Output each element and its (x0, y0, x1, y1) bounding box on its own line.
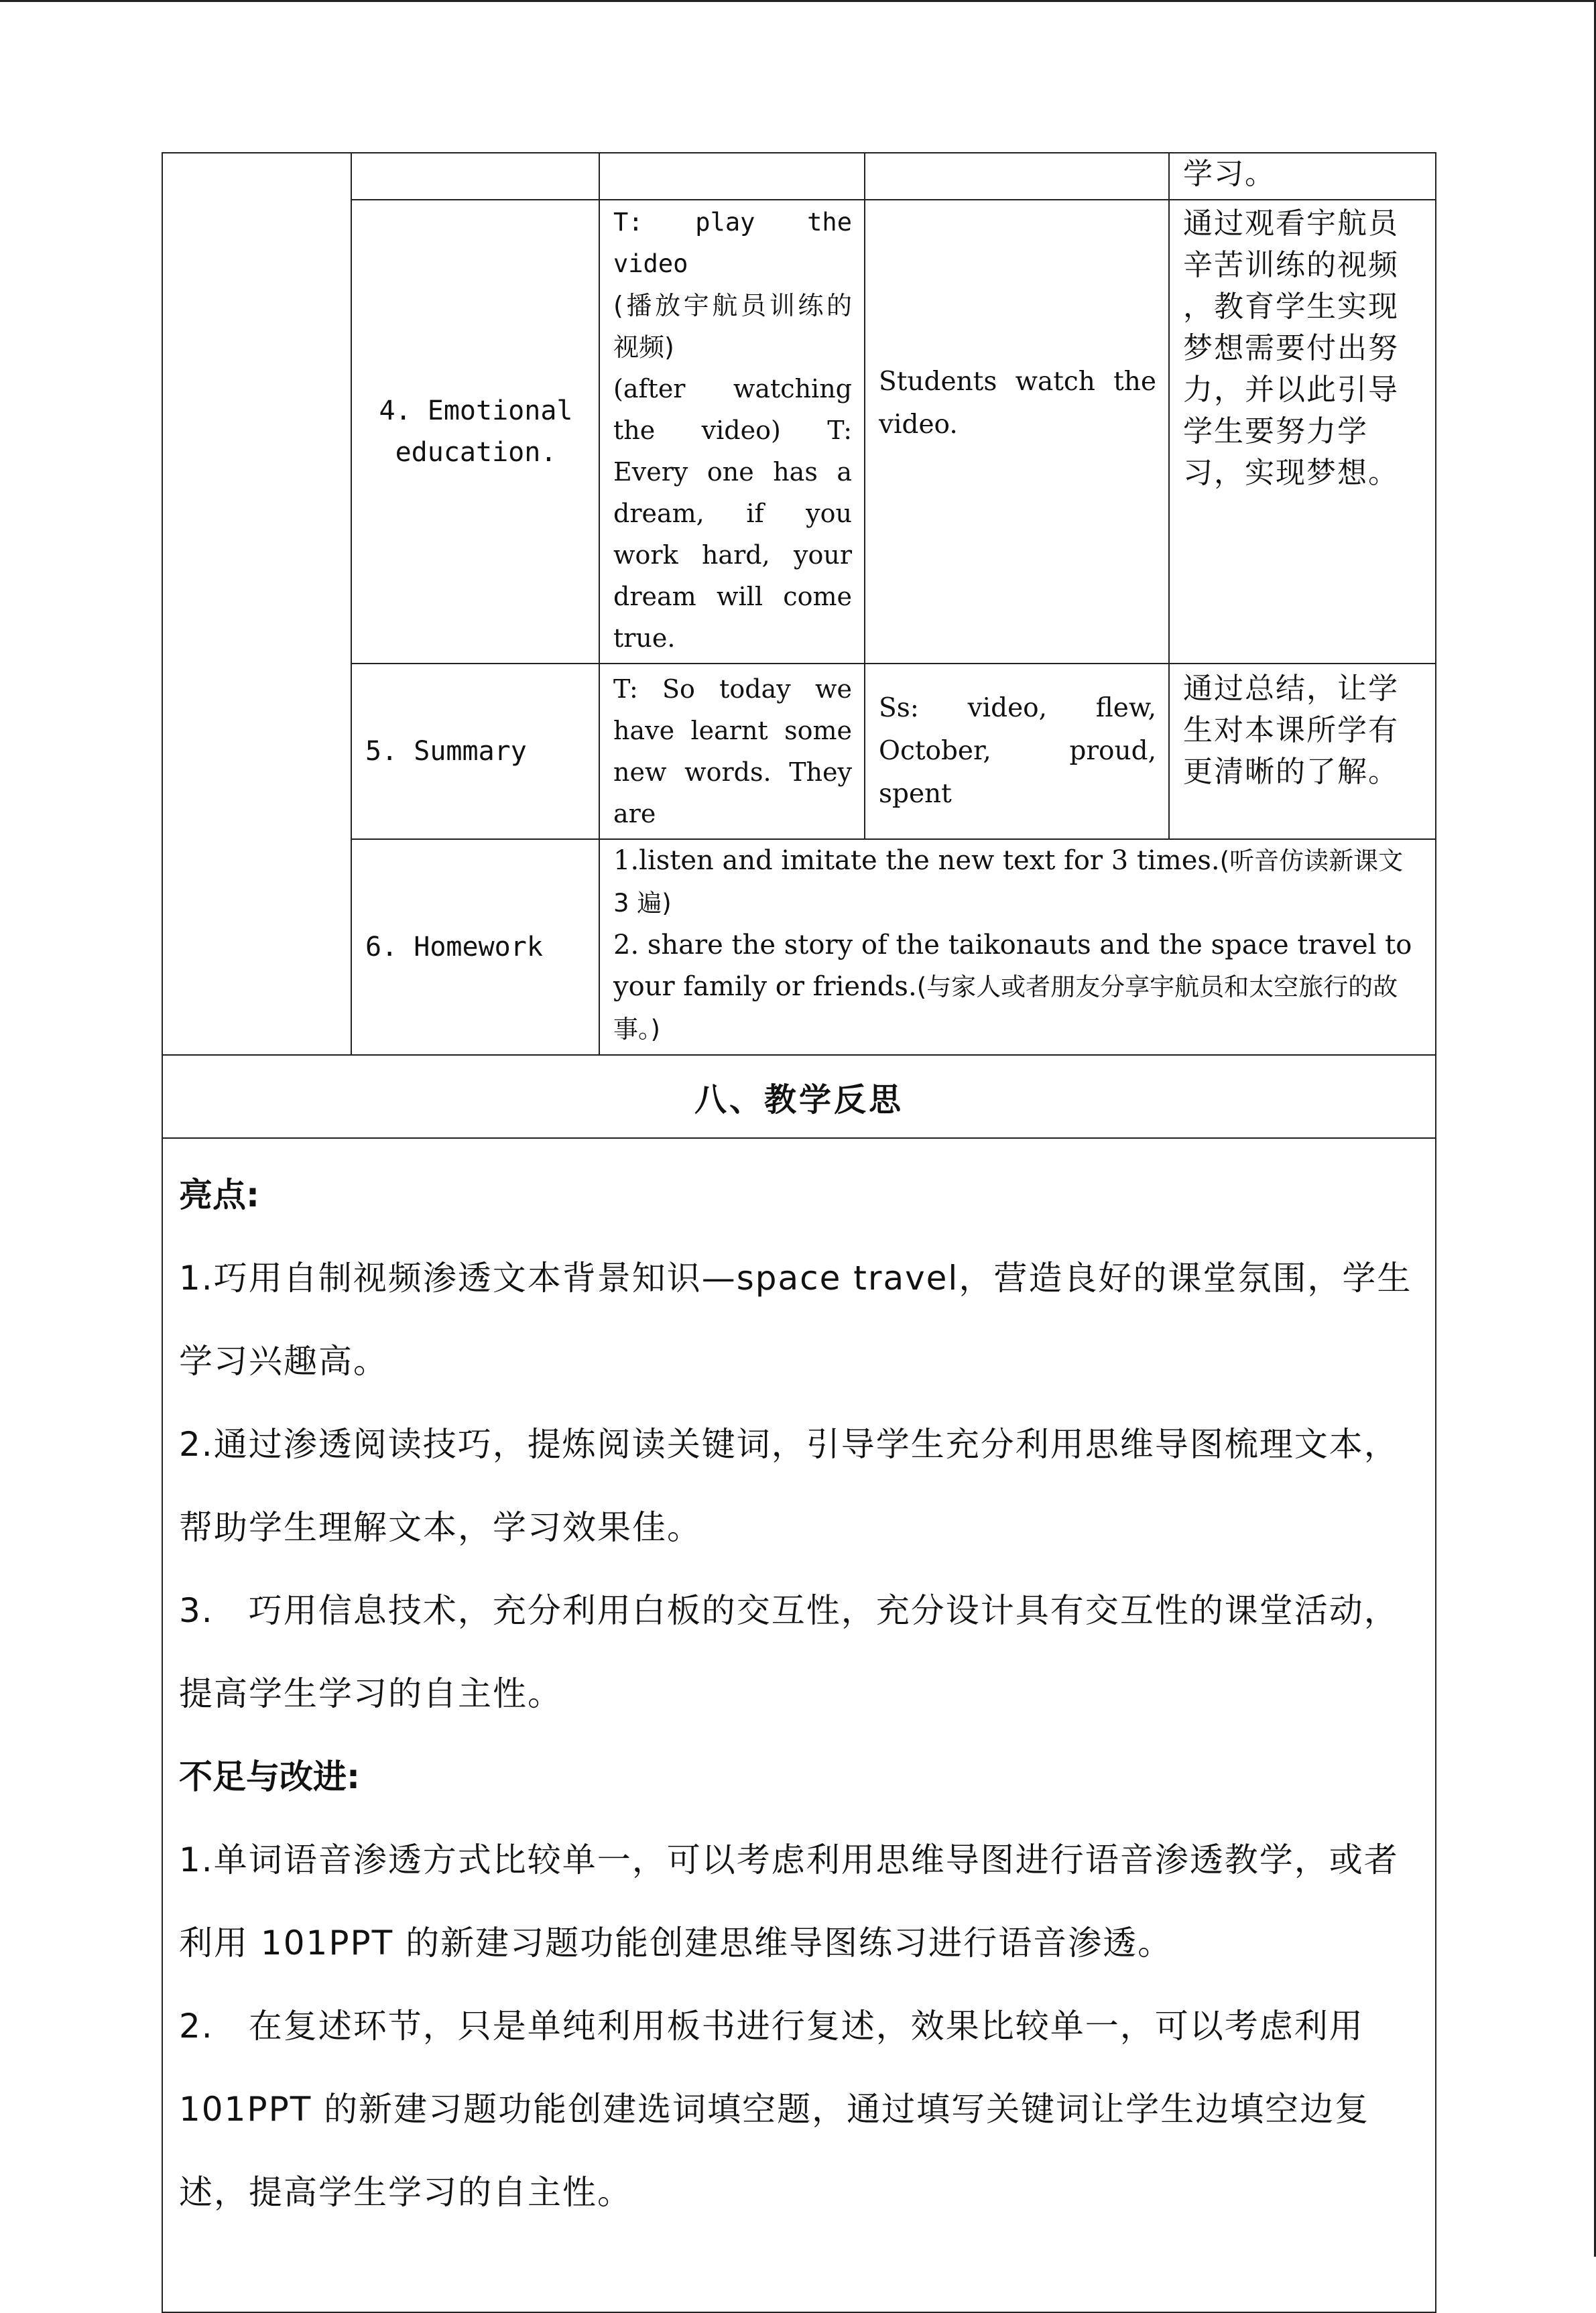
teacher-text: (播放宇航员训练的视频) (613, 291, 852, 362)
page-edge-top (0, 0, 1596, 2)
empty-cell (351, 153, 599, 200)
improvements-heading: 不足与改进: (179, 1757, 360, 1796)
homework-item-translation: (与家人或者朋友分享宇航员和太空旅行的故事。) (613, 973, 1398, 1044)
table-row-summary (162, 664, 1436, 839)
improvement-paragraph: 2. 在复述环节，只是单纯利用板书进行复述，效果比较单一，可以考虑利用 101PPT 的新建习题功能创建选词填空题，通过填写关键词让学生边填空边复述，提高学生学习的自主性。 (179, 2007, 1370, 2212)
homework-item-text: 2. share the story of the taikonauts and the space travel to your family or friends. (613, 930, 1412, 1002)
purpose-cell: 通过总结，让学生对本课所学有更清晰的了解。 (1169, 664, 1436, 839)
teacher-text: (after watching the video) T: Every one has a dream, if you work hard, your dream will come true. (613, 374, 852, 653)
document-page (162, 152, 1435, 2313)
table-row-homework (162, 839, 1436, 1055)
highlight-paragraph: 2.通过渗透阅读技巧，提炼阅读关键词，引导学生充分利用思维导图梳理文本，帮助学生理解文本，学习效果佳。 (179, 1425, 1399, 1547)
highlight-paragraph: 3. 巧用信息技术，充分利用白板的交互性，充分设计具有交互性的课堂活动，提高学生学习的自主性。 (179, 1591, 1399, 1713)
table-row-continued (162, 153, 1436, 200)
empty-left-column (162, 153, 351, 1055)
teacher-activity-cell (599, 200, 865, 664)
stage-cell: 4. Emotional education. (351, 200, 599, 664)
stage-cell: 6. Homework (351, 839, 599, 1055)
improvement-paragraph: 1.单词语音渗透方式比较单一，可以考虑利用思维导图进行语音渗透教学，或者利用 101PPT 的新建习题功能创建思维导图练习进行语音渗透。 (179, 1840, 1399, 1962)
homework-item (613, 840, 1423, 924)
section-title: 八、教学反思 (162, 1055, 1436, 1138)
table-row-emotional-education (162, 200, 1436, 664)
student-activity-cell: Students watch the video. (865, 200, 1169, 664)
student-activity-cell: Ss: video, flew, October, proud, spent (865, 664, 1169, 839)
reflection-body (162, 1138, 1436, 2312)
homework-item (613, 924, 1423, 1050)
purpose-cell: 通过观看宇航员辛苦训练的视频 ，教育学生实现梦想需要付出努力，并以此引导学生要努力学习，实现梦想。 (1169, 200, 1436, 664)
table-row-section-title (162, 1055, 1436, 1138)
teacher-text: T: play the video (613, 208, 852, 278)
stage-cell: 5. Summary (351, 664, 599, 839)
table-row-reflection (162, 1138, 1436, 2312)
empty-cell (599, 153, 865, 200)
lesson-plan-table (162, 152, 1436, 2313)
homework-item-text: 1.listen and imitate the new text for 3 times. (613, 845, 1220, 876)
highlights-heading: 亮点: (179, 1176, 259, 1214)
purpose-cell: 学习。 (1169, 153, 1436, 200)
homework-cell (599, 839, 1436, 1055)
highlight-paragraph: 1.巧用自制视频渗透文本背景知识—space travel，营造良好的课堂氛围，学生学习兴趣高。 (179, 1259, 1412, 1381)
homework-item-translation: (听音仿读新课文 3 遍) (613, 847, 1404, 918)
teacher-activity-cell: T: So today we have learnt some new words. They are (599, 664, 865, 839)
empty-cell (865, 153, 1169, 200)
